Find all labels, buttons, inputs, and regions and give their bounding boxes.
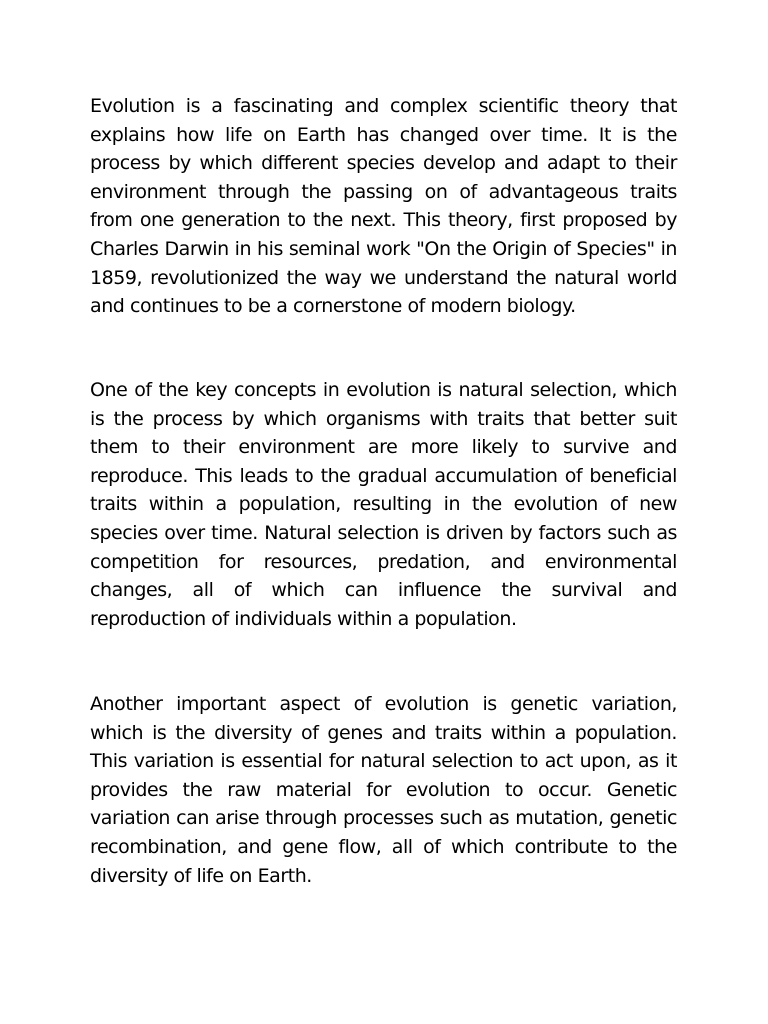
paragraph-natural-selection: One of the key concepts in evolution is natural selection, which is the process by which organisms with traits that better suit them to their environment are more likely to survive and reproduce. This leads to the gradual accumulation of beneficial traits within a population, resulting in the evolution of new species over time. Natural selection is driven by factors such as competition for resources, predation, and environmental changes, all of which can influence the survival and reproduction of individuals within a population. <box>90 379 677 630</box>
paragraph-genetic-variation: Another important aspect of evolution is genetic variation, which is the diversity of genes and traits within a population. This variation is essential for natural selection to act upon, as it provides the raw material for evolution to occur. Genetic variation can arise through processes such as mutation, genetic recombination, and gene flow, all of which contribute to the diversity of life on Earth. <box>90 693 677 887</box>
paragraph-evolution-intro: Evolution is a fascinating and complex scientific theory that explains how life on Earth has changed over time. It is the process by which different species develop and adapt to their environment through the passing on of advantageous traits from one generation to the next. This theory, first proposed by Charles Darwin in his seminal work "On the Origin of Species" in 1859, revolutionized the way we understand the natural world and continues to be a cornerstone of modern biology. <box>90 95 677 318</box>
